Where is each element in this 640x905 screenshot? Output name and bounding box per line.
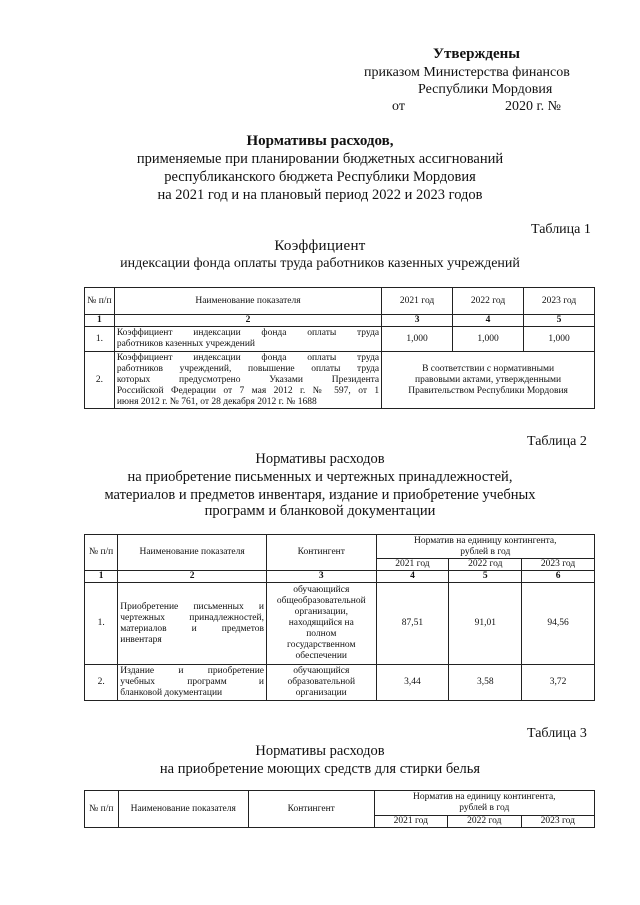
row-name-line: Российской Федерации от 7 мая 2012 г. № 597, от 1 [116,385,380,396]
contingent-line: обучающийся [293,666,350,676]
table3-header-norm [374,791,594,816]
value-2022: 1,000 [453,327,524,352]
table3-header-2023: 2023 год [521,816,595,828]
row-number: 2. [85,352,115,409]
table3-header-name: Наименование показателя [118,791,248,828]
norm-header-line: рублей в год [460,546,511,557]
table3-label: Таблица 3 [527,726,587,741]
table1-header-row [85,288,595,315]
doc-title-line1: применяемые при планировании бюджетных ассигнований [136,151,504,167]
norm-header-line: Норматив на единицу контингента, [413,792,556,802]
contingent-line: находящийся на [288,618,354,628]
row-name [114,327,381,352]
merged-line: правовыми актами, утвержденными [414,374,562,385]
merged-value-cell [382,352,595,409]
approval-date-suffix: 2020 г. № [505,99,562,114]
contingent-line: полном [306,629,337,639]
table3-header-contingent: Контингент [248,791,374,828]
value-2021: 3,44 [376,665,449,701]
value-2023: 3,72 [522,665,595,701]
merged-line: В соответствии с нормативными [422,363,555,374]
row-name [118,583,267,665]
table2-subtitle-line1: на приобретение письменных и чертежных принадлежностей, [127,469,513,485]
table2-label: Таблица 2 [527,434,587,449]
contingent-line: организации [295,688,347,698]
contingent-line: обеспечении [295,651,347,661]
doc-title: Нормативы расходов, [246,133,394,149]
table1-header-2022: 2022 год [453,288,524,315]
table2-subtitle-line2: материалов и предметов инвентаря, издание и приобретение учебных [104,487,536,503]
norm-header-line: рублей в год [459,803,510,813]
table1-colnum: 4 [453,315,524,327]
table2-colnum-row [85,571,595,583]
table-row [85,583,595,665]
table1-label: Таблица 1 [531,222,591,237]
value-2022: 91,01 [449,583,522,665]
approval-date-prefix: от [392,99,405,114]
table2-title: Нормативы расходов [255,451,385,467]
approval-line2: Республики Мордовия [418,82,553,97]
table3-header-num: № п/п [85,791,119,828]
row-name-line: материалов и предметов [120,623,264,634]
row-name-line: которых предусмотрено Указами Президента [116,374,380,385]
table1-colnum: 3 [382,315,453,327]
table3-subtitle: на приобретение моющих средств для стирки белья [159,761,481,777]
row-number: 2. [85,665,118,701]
table1-header-num: № п/п [85,288,115,315]
table-row [85,665,595,701]
norm-header-line: Норматив на единицу контингента, [414,535,557,546]
approval-title: Утверждены [433,46,520,62]
row-name-line: инвентаря [120,634,162,645]
table-row [85,327,595,352]
value-2023: 94,56 [522,583,595,665]
row-name-line: Коэффициент индексации фонда оплаты труда [116,328,380,338]
table1-colnum: 5 [524,315,595,327]
table2-header-2022: 2022 год [449,559,522,571]
table2-colnum: 5 [449,571,522,583]
table2-colnum: 1 [85,571,118,583]
contingent-line: образовательной [287,677,356,687]
row-contingent [267,583,377,665]
row-name-line: учебных программ и [120,677,264,687]
table3-title: Нормативы расходов [255,743,385,759]
contingent-line: общеобразовательной [276,596,366,606]
contingent-line: обучающийся [293,585,350,595]
table1-title: Коэффициент [274,238,366,254]
table2 [84,534,595,701]
row-name-line: Издание и приобретение [120,666,264,676]
row-name-line: Коэффициент индексации фонда оплаты труда [116,352,380,363]
row-name [118,665,267,701]
table3-header-2021: 2021 год [374,816,447,828]
doc-title-line2: республиканского бюджета Республики Мордовия [164,169,476,185]
table1-colnum: 2 [114,315,381,327]
doc-title-line3: на 2021 год и на плановый период 2022 и 2023 годов [157,187,483,203]
row-number: 1. [85,327,115,352]
table2-header-norm [376,535,594,559]
table2-header-2023: 2023 год [522,559,595,571]
table1 [84,287,595,409]
table2-header-2021: 2021 год [376,559,449,571]
table2-header-num: № п/п [85,535,118,571]
value-2021: 87,51 [376,583,449,665]
row-name-line: работников учреждений, повышение оплаты труда [116,363,380,374]
table1-colnum-row [85,315,595,327]
table2-colnum: 4 [376,571,449,583]
row-contingent [267,665,377,701]
contingent-line: государственном [287,640,356,650]
table1-header-2023: 2023 год [524,288,595,315]
table2-subtitle-line3: программ и бланковой документации [204,503,436,519]
row-name [114,352,381,409]
table2-header-contingent: Контингент [267,535,377,571]
value-2021: 1,000 [382,327,453,352]
table3 [84,790,595,828]
table3-header-2022: 2022 год [448,816,521,828]
row-name-line: июня 2012 г. № 761, от 28 декабря 2012 г. № 1688 [116,396,317,407]
table2-colnum: 3 [267,571,377,583]
table1-colnum: 1 [85,315,115,327]
row-name-line: бланковой документации [120,688,223,698]
approval-line1: приказом Министерства финансов [364,65,570,80]
table1-header-2021: 2021 год [382,288,453,315]
table-row [85,352,595,409]
table1-subtitle: индексации фонда оплаты труда работников казенных учреждений [120,256,520,271]
table2-header-name: Наименование показателя [118,535,267,571]
merged-line: Правительством Республики Мордовия [408,385,568,396]
table2-colnum: 6 [522,571,595,583]
table1-header-name: Наименование показателя [114,288,381,315]
value-2022: 3,58 [449,665,522,701]
row-number: 1. [85,583,118,665]
value-2023: 1,000 [524,327,595,352]
table3-header-row [85,791,595,816]
row-name-line: работников казенных учреждений [116,339,255,349]
row-name-line: чертежных принадлежностей, [120,612,264,623]
contingent-line: организации, [294,607,348,617]
table2-colnum: 2 [118,571,267,583]
row-name-line: Приобретение письменных и [120,601,264,612]
table2-header-row [85,535,595,559]
